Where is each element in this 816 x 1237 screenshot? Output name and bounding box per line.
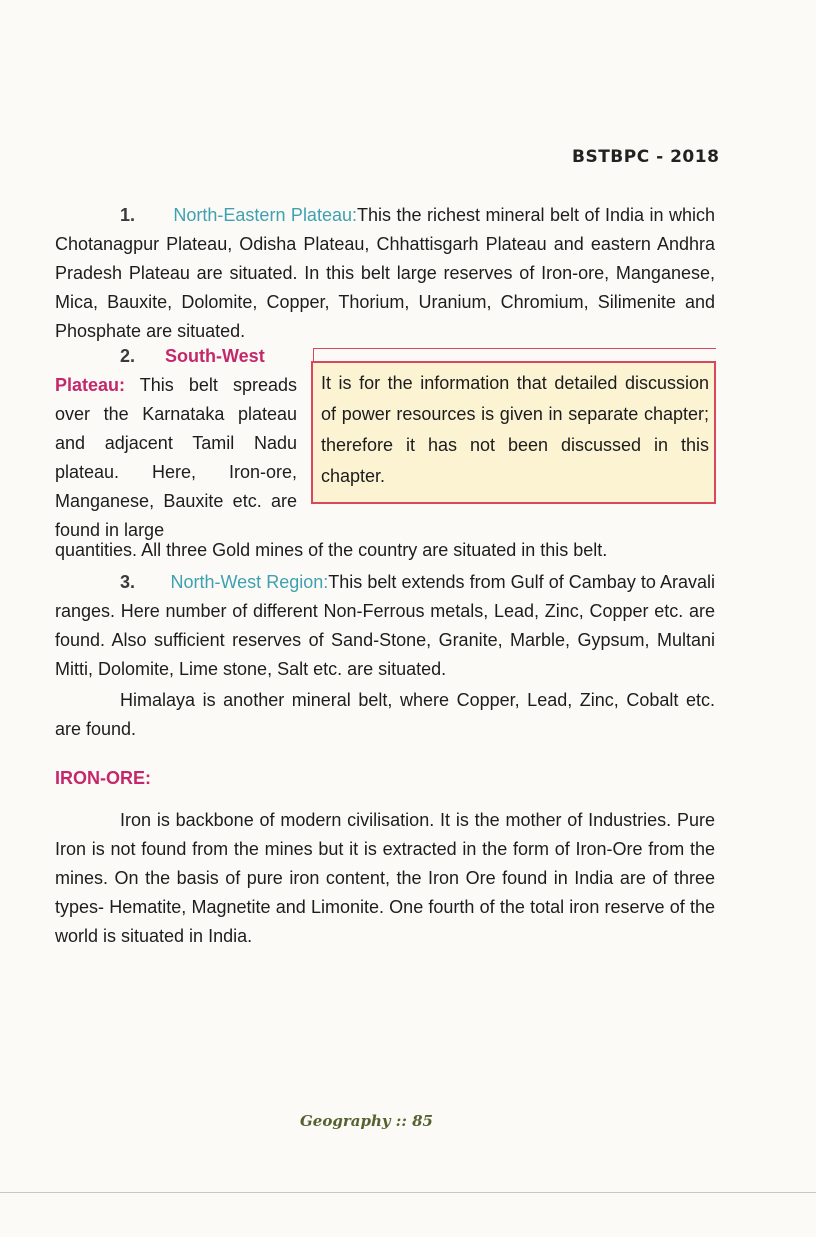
section-number: 2. bbox=[120, 346, 136, 366]
info-box bbox=[311, 361, 716, 504]
iron-ore-heading: IRON-ORE: bbox=[55, 768, 151, 788]
section-north-eastern-plateau bbox=[55, 201, 715, 346]
section-title: South-West bbox=[165, 346, 265, 366]
section-body: This belt spreads over the Karnataka plateau and adjacent Tamil Nadu plateau. Here, Iron-ore, Manganese, Bauxite etc. are found in large bbox=[55, 375, 297, 540]
section-body: This belt extends from Gulf of Cambay to Aravali ranges. Here number of different Non-Ferrous metals, Lead, Zinc, Copper etc. are found. Also sufficient reserves of Sand-Stone, Granite, Marble, Gypsum, Multani Mitti, Dolomite, Lime stone, Salt etc. are situated. bbox=[55, 572, 715, 679]
section-body: This the richest mineral belt of India in which Chotanagpur Plateau, Odisha Plateau, Chhattisgarh Plateau and eastern Andhra Pradesh Plateau are situated. In this belt large reserves of Iron-ore, Manganese, Mica, Bauxite, Dolomite, Copper, Thorium, Uranium, Chromium, Silimenite and Phosphate are situated. bbox=[55, 205, 715, 341]
himalaya-paragraph: Himalaya is another mineral belt, where Copper, Lead, Zinc, Cobalt etc. are found. bbox=[55, 690, 715, 739]
section-title-continued: Plateau: bbox=[55, 375, 126, 395]
section-number: 3. bbox=[120, 572, 136, 592]
section-south-west-title-line bbox=[120, 342, 310, 371]
info-box-text: It is for the information that detailed discussion of power resources is given in separate chapter; therefore it has not been discussed in this chapter. bbox=[321, 373, 709, 486]
section-title: North-West Region: bbox=[170, 572, 329, 592]
section-north-west-region bbox=[55, 568, 715, 684]
section-number: 1. bbox=[120, 205, 136, 225]
section-south-west-body bbox=[55, 371, 297, 545]
section-title: North-Eastern Plateau: bbox=[173, 205, 357, 225]
iron-ore-paragraph: Iron is backbone of modern civilisation. It is the mother of Industries. Pure Iron is not found from the mines but it is extracted in the form of Iron-Ore from the mines. On the basis of pure iron content, the Iron Ore found in India are of three types- Hematite, Magnetite and Limonite. One fourth of the total iron reserve of the world is situated in India. bbox=[55, 810, 715, 946]
page-footer: Geography :: 85 bbox=[300, 1112, 433, 1130]
page-edge-divider bbox=[0, 1192, 816, 1193]
info-box-frame bbox=[313, 348, 716, 361]
page-header-code: BSTBPC - 2018 bbox=[572, 147, 720, 167]
section-south-west-body-end: quantities. All three Gold mines of the country are situated in this belt. bbox=[55, 540, 608, 560]
